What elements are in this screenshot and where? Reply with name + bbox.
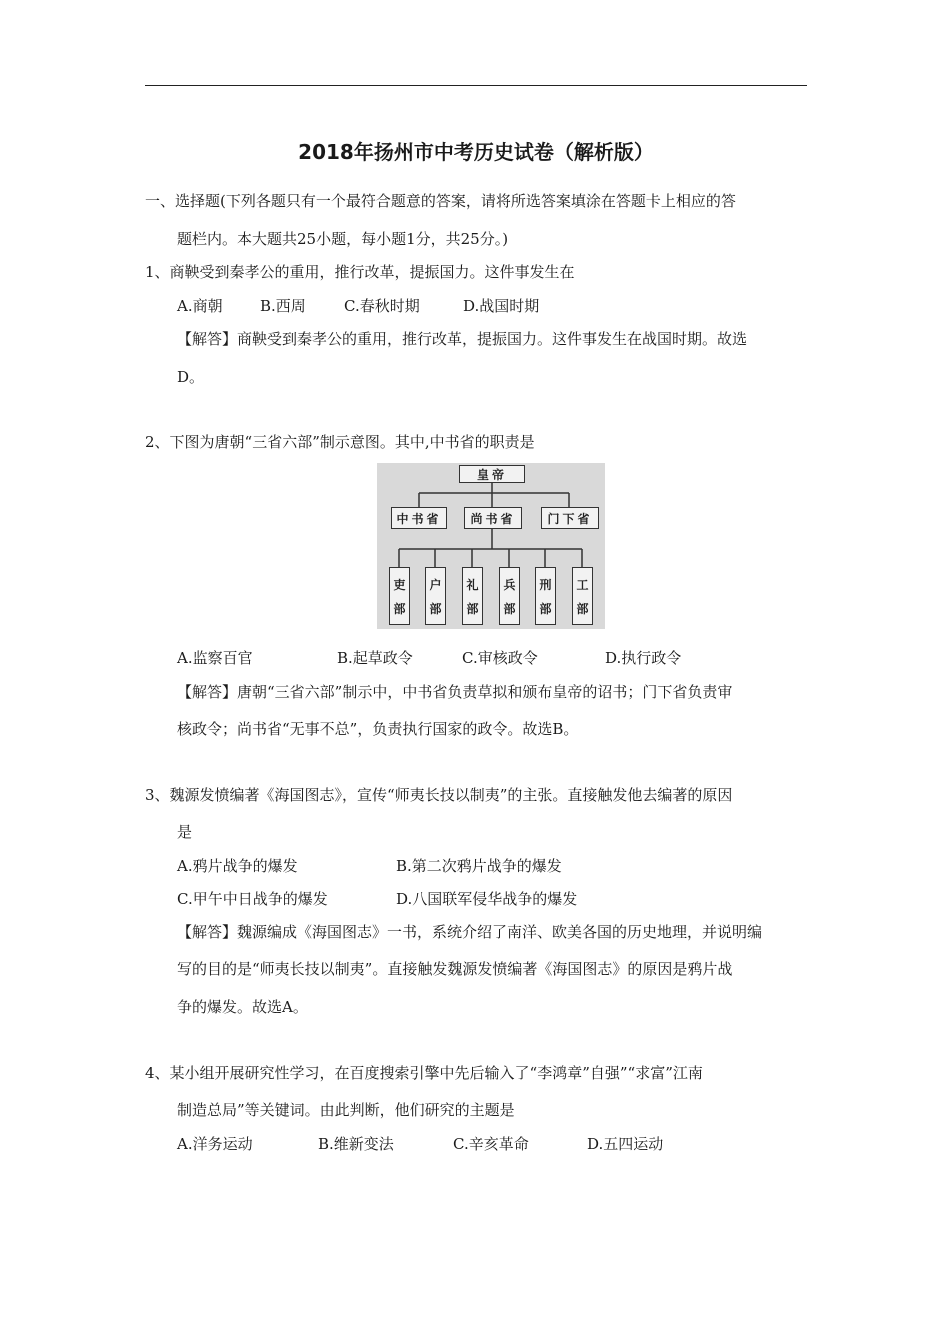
q4-option-c: C.辛亥革命 [453, 1135, 529, 1153]
shangshu-box: 尚书省 [464, 507, 522, 529]
q2-option-c: C.审核政令 [462, 649, 538, 667]
q3-option-a: A.鸦片战争的爆发 [177, 857, 298, 875]
q1-answer-text: 商鞅受到秦孝公的重用，推行改革，提振国力。这件事发生在战国时期。故选 [237, 330, 748, 348]
q2-answer-text: 唐朝“三省六部”制示中，中书省负责草拟和颁布皇帝的诏书；门下省负责审 [237, 683, 733, 701]
question-3-stem-cont: 是 [177, 823, 193, 841]
ministry-char: 刑 [539, 577, 552, 592]
q3-option-d: D.八国联军侵华战争的爆发 [396, 890, 578, 908]
answer-tag: 【解答】 [177, 683, 238, 701]
q2-option-b: B.起草政令 [337, 649, 413, 667]
q4-option-a: A.洋务运动 [177, 1135, 253, 1153]
section-instructions-cont: 题栏内。本大题共25小题，每小题1分，共25分。) [177, 230, 509, 248]
q3-answer [177, 922, 762, 942]
ministry-justice-box [535, 567, 556, 625]
q1-answer-cont: D。 [177, 368, 205, 386]
ministry-revenue-box [425, 567, 446, 625]
ministry-char: 部 [503, 601, 516, 616]
ministry-char: 部 [576, 601, 589, 616]
q2-option-d: D.执行政令 [605, 649, 682, 667]
ministry-char: 户 [429, 577, 442, 592]
page-title: 2018年扬州市中考历史试卷（解析版） [298, 140, 654, 164]
q2-answer [177, 682, 732, 702]
header-rule [145, 85, 807, 86]
section-instructions: 一、选择题(下列各题只有一个最符合题意的答案，请将所选答案填涂在答题卡上相应的答 [145, 192, 736, 210]
question-3-stem: 3、魏源发愤编著《海国图志》，宣传“师夷长技以制夷”的主张。直接触发他去编著的原因 [145, 786, 733, 804]
q4-option-d: D.五四运动 [587, 1135, 664, 1153]
q3-option-c: C.甲午中日战争的爆发 [177, 890, 328, 908]
zhongshu-box: 中书省 [391, 507, 447, 529]
q1-option-d: D.战国时期 [463, 297, 540, 315]
ministry-char: 工 [576, 577, 589, 592]
ministry-war-box [499, 567, 520, 625]
menxia-box: 门下省 [541, 507, 599, 529]
q3-option-b: B.第二次鸦片战争的爆发 [396, 857, 562, 875]
question-4-stem-cont: 制造总局”等关键词。由此判断，他们研究的主题是 [177, 1101, 515, 1119]
q1-answer [177, 329, 747, 349]
q3-answer-cont-2: 争的爆发。故选A。 [177, 998, 308, 1016]
q3-answer-cont: 写的目的是“师夷长技以制夷”。直接触发魏源发愤编著《海国图志》的原因是鸦片战 [177, 960, 733, 978]
question-2-stem: 2、下图为唐朝“三省六部”制示意图。其中,中书省的职责是 [145, 433, 535, 451]
ministry-personnel-box [389, 567, 410, 625]
answer-tag: 【解答】 [177, 923, 238, 941]
q3-answer-text: 魏源编成《海国图志》一书，系统介绍了南洋、欧美各国的历史地理，并说明编 [237, 923, 763, 941]
question-1-stem: 1、商鞅受到秦孝公的重用，推行改革，提振国力。这件事发生在 [145, 263, 575, 281]
q1-option-a: A.商朝 [177, 297, 223, 315]
q4-option-b: B.维新变法 [318, 1135, 394, 1153]
q1-option-b: B.西周 [260, 297, 306, 315]
ministry-char: 部 [466, 601, 479, 616]
ministry-works-box [572, 567, 593, 625]
ministry-rites-box [462, 567, 483, 625]
ministry-char: 礼 [466, 577, 479, 592]
ministry-char: 部 [429, 601, 442, 616]
ministry-char: 部 [539, 601, 552, 616]
ministry-char: 兵 [503, 577, 516, 592]
emperor-box: 皇帝 [459, 465, 525, 483]
q1-option-c: C.春秋时期 [344, 297, 420, 315]
chart-connectors [377, 463, 605, 629]
q2-option-a: A.监察百官 [177, 649, 253, 667]
question-4-stem: 4、某小组开展研究性学习，在百度搜索引擎中先后输入了“李鸿章”自强”“求富”江南 [145, 1064, 703, 1082]
q2-answer-cont: 核政令；尚书省“无事不总”，负责执行国家的政令。故选B。 [177, 720, 579, 738]
answer-tag: 【解答】 [177, 330, 238, 348]
ministry-char: 部 [393, 601, 406, 616]
ministry-char: 吏 [393, 577, 406, 592]
three-departments-six-ministries-chart [377, 463, 605, 629]
